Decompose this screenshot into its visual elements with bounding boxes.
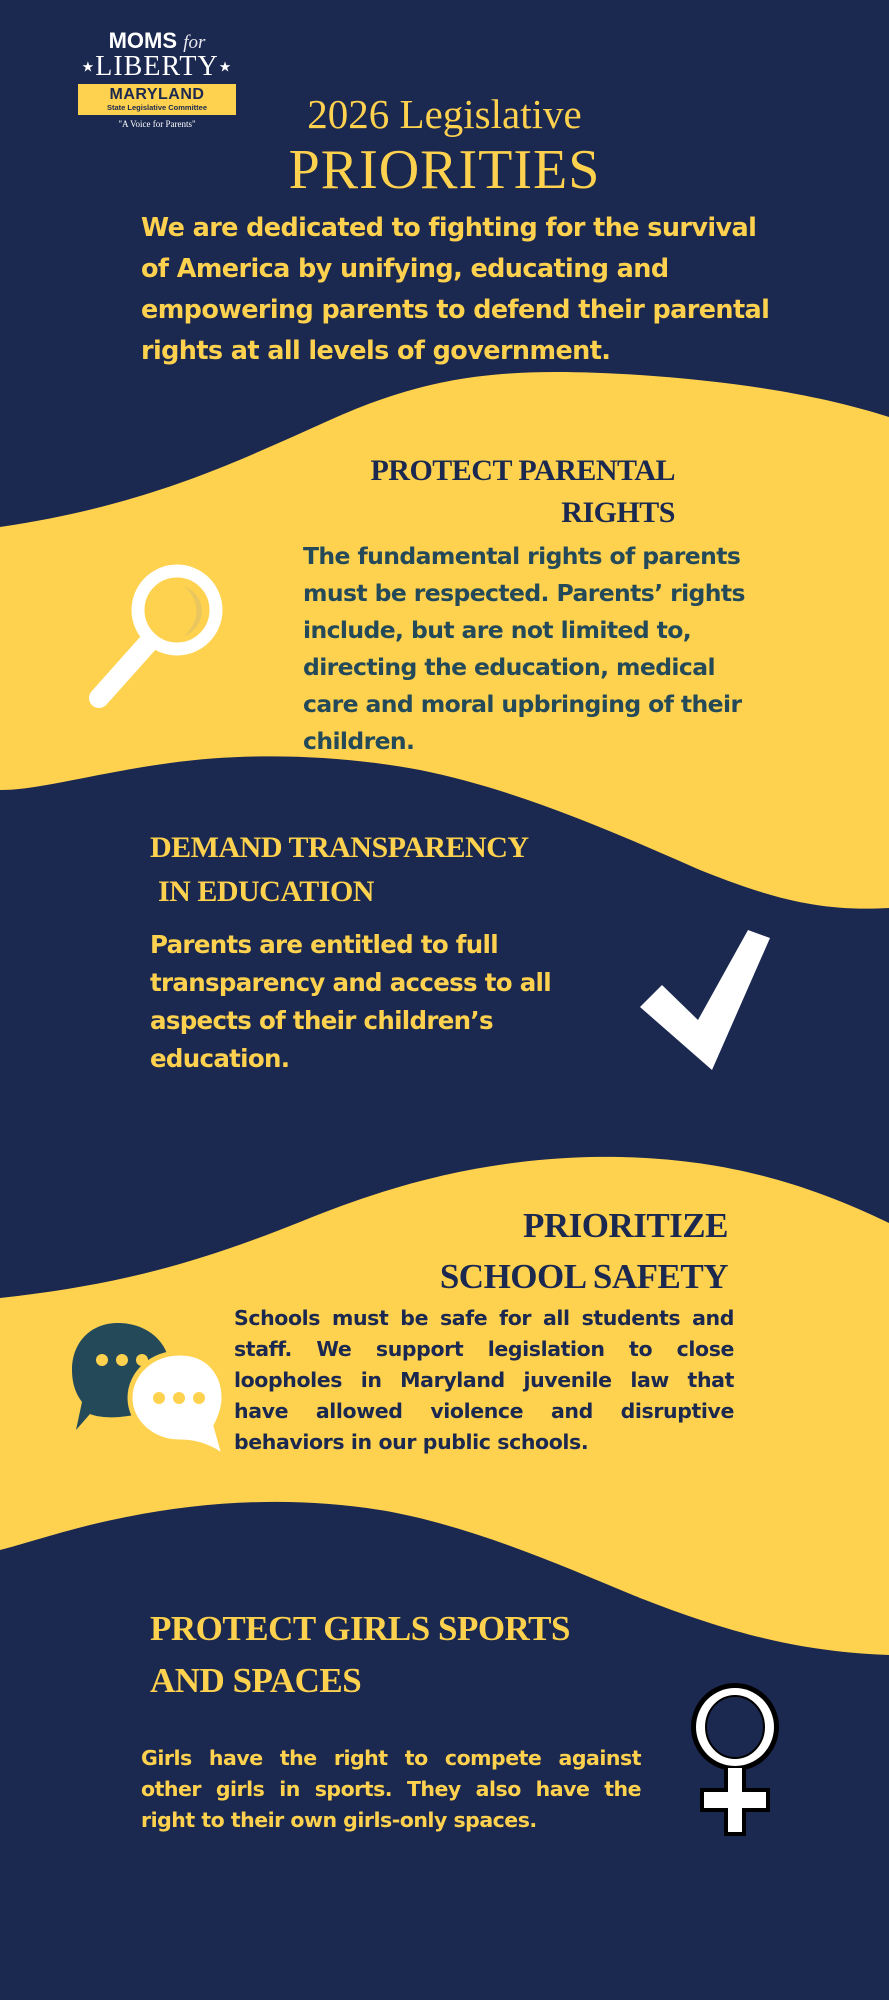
section-title-school-safety: PRIORITIZE SCHOOL SAFETY (439, 1206, 728, 1296)
mission-statement: We are dedicated to fighting for the survival of America by unifying, educating and empowering parents to defend their parental rights at all levels of government. (141, 213, 770, 366)
star-icon: ★ (218, 60, 233, 76)
logo-liberty: ★LIBERTY★ (81, 51, 233, 82)
section-title-parental-rights: PROTECT PARENTAL RIGHTS (370, 454, 675, 529)
magnifying-glass-icon (85, 560, 235, 720)
logo-moms: MOMS for (108, 28, 206, 53)
section-body-girls-sports: Girls have the right to compete against other girls in sports. They also have the right to their own girls-only spaces. (141, 1746, 641, 1832)
speech-bubbles-icon (70, 1318, 230, 1468)
page-title: PRIORITIES (288, 139, 601, 201)
header-year-line: 2026 Legislative (307, 91, 582, 137)
logo-tagline: "A Voice for Parents" (118, 118, 196, 129)
section-body-parental-rights: The fundamental rights of parents must be respected. Parents’ rights include, but are not limited to, directing the education, medical care and moral upbringing of their children. (303, 542, 745, 755)
star-icon: ★ (81, 60, 96, 76)
logo-committee: State Legislative Committee (106, 102, 208, 112)
logo-for: for (183, 32, 206, 53)
logo-state: MARYLAND (109, 85, 205, 103)
section-title-transparency: DEMAND TRANSPARENCY IN EDUCATION (150, 831, 529, 908)
checkmark-icon (640, 930, 775, 1075)
section-title-girls-sports: PROTECT GIRLS SPORTS AND SPACES (150, 1609, 570, 1700)
section-body-transparency: Parents are entitled to full transparency and access to all aspects of their children’s education. (150, 930, 551, 1073)
female-symbol-icon (680, 1680, 790, 1840)
section-body-school-safety: Schools must be safe for all students and staff. We support legislation to close loopholes in Maryland juvenile law that have allowed violence and disruptive behaviors in our public schools. (234, 1306, 734, 1454)
